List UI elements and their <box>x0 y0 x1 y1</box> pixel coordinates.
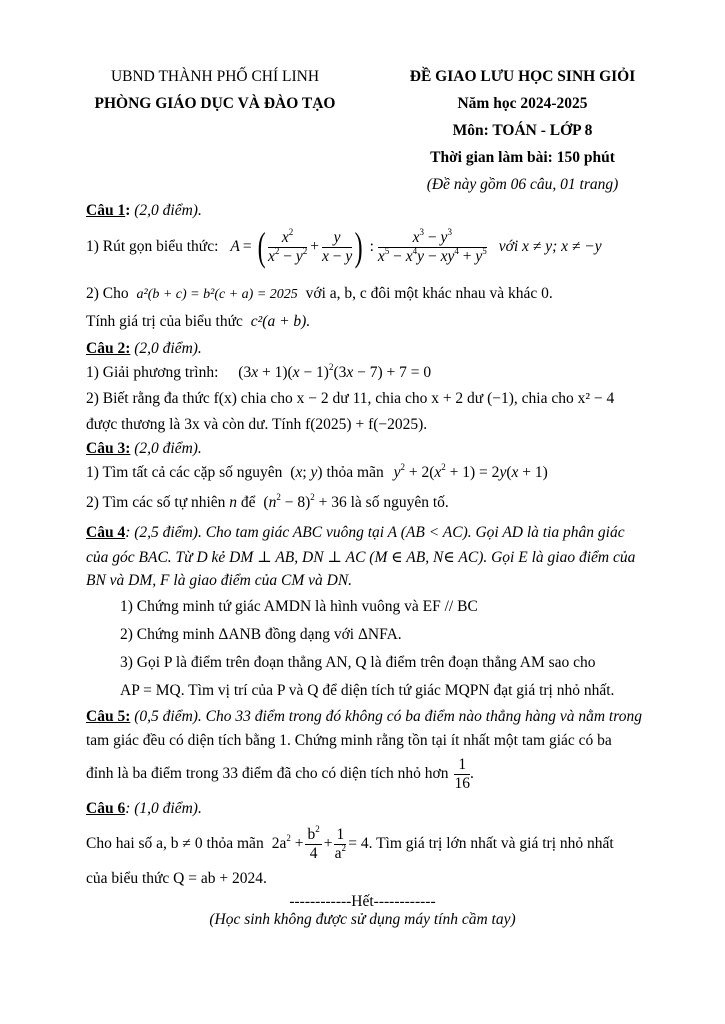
q6-line2: của biểu thức Q = ab + 2024. <box>86 870 267 887</box>
q3-part1-mid: thỏa mãn <box>326 464 384 481</box>
q1-part1-condition: với x ≠ y; x ≠ −y <box>498 238 602 255</box>
q5-line3: đỉnh là ba điểm trong 33 điểm đã cho có diện tích nhỏ hơn $\frac{1}{16}$ . <box>86 755 474 792</box>
q4-intro-line2: của góc BAC. Từ D kẻ DM ⊥ AB, DN ⊥ AC (M ∈ AB, N∈ AC). Gọi E là giao điểm của <box>86 549 636 566</box>
header-page-note: (Đề này gồm 06 câu, 01 trang) <box>426 176 619 193</box>
q3-part2-mid: để <box>240 494 256 511</box>
q1-part1: 1) Rút gọn biểu thức: A = ( $\frac{x^2}{x^2 - y^2}$ + $\frac{y}{x - y}$ ) : $\frac{x^3 - y^3}{x^5 - x^4y - xy^4 + y^5}$ với x ≠ y; x ≠ −y <box>86 224 602 269</box>
q6-line1-lead: Cho hai số a, b ≠ 0 thỏa mãn <box>86 835 264 852</box>
q4-intro-line1 <box>86 524 625 542</box>
q4-sub3-line2: AP = MQ. Tìm vị trí của P và Q để diện tích tứ giác MQPN đạt giá trị nhỏ nhất. <box>120 682 615 699</box>
q1-part2-lead: 2) Cho <box>86 285 129 302</box>
q4-intro-text: : (2,5 điểm). Cho tam giác ABC vuông tại A (AB < AC). Gọi AD là tia phân giác <box>125 524 625 541</box>
q1-title: Câu 1 <box>86 202 126 219</box>
q3-part1: 1) Tìm tất cả các cặp số nguyên (x; y) thỏa mãn $y^2 + 2(x^2 + 1) = 2y(x + 1)$ <box>86 462 548 481</box>
q3-part2: 2) Tìm các số tự nhiên n để $(n^2 - 8)^2 + 36$ là số nguyên tố. <box>86 492 449 511</box>
q1-part3 <box>86 313 310 331</box>
q4-title: Câu 4 <box>86 524 126 541</box>
q2-heading <box>86 340 202 358</box>
q5-fraction <box>454 756 470 793</box>
q1-part2-tail: với a, b, c đôi một khác nhau và khác 0. <box>305 285 553 302</box>
header-subject: Môn: TOÁN - LỚP 8 <box>452 122 593 139</box>
q1-heading: Câu 1: (2,0 điểm). <box>86 202 202 219</box>
header-left-line2: PHÒNG GIÁO DỤC VÀ ĐÀO TẠO <box>94 95 336 112</box>
q6-heading <box>86 800 202 818</box>
q1-part3-expr: c²(a + b). <box>250 313 311 330</box>
q2-part1-lead: 1) Giải phương trình: <box>86 364 219 381</box>
q2-part2-line2: được thương là 3x và còn dư. Tính f(2025) + f(−2025). <box>86 416 428 433</box>
q5-line1-text: (0,5 điểm). Cho 33 điểm trong đó không có ba điểm nào thẳng hàng và nằm trong <box>130 708 642 725</box>
q3-part1-lead: 1) Tìm tất cả các cặp số nguyên <box>86 464 283 481</box>
q3-part2-lead: 2) Tìm các số tự nhiên <box>86 494 226 511</box>
q3-title: Câu 3: <box>86 440 131 457</box>
q1-part1-text: 1) Rút gọn biểu thức: <box>86 238 219 255</box>
q5-line3-text: đỉnh là ba điểm trong 33 điểm đã cho có diện tích nhỏ hơn <box>86 765 449 782</box>
q4-sub3-line1: 3) Gọi P là điểm trên đoạn thẳng AN, Q là điểm trên đoạn thẳng AM sao cho <box>120 654 596 671</box>
q5-frac-den: 16 <box>454 774 470 792</box>
q5-frac-num: 1 <box>454 756 470 775</box>
q4-sub2: 2) Chứng minh ΔANB đồng dạng với ΔNFA. <box>120 626 402 643</box>
q2-part2-line1: 2) Biết rằng đa thức f(x) chia cho x − 2 dư 11, chia cho x + 2 dư (−1), chia cho x² − 4 <box>86 390 615 407</box>
q3-heading <box>86 440 202 458</box>
q1-part2-expr: a²(b + c) = b²(c + a) = 2025 <box>136 287 298 302</box>
q5-line1 <box>86 708 642 726</box>
q3-points: (2,0 điểm). <box>134 440 202 457</box>
q2-points: (2,0 điểm). <box>134 340 202 357</box>
q1-part3-lead: Tính giá trị của biểu thức <box>86 313 243 330</box>
q6-points: : (1,0 điểm). <box>125 800 202 817</box>
q1-part2 <box>86 285 553 303</box>
q5-title: Câu 5: <box>86 708 131 725</box>
q1-points: (2,0 điểm). <box>134 202 202 219</box>
header-left-line1: UBND THÀNH PHỐ CHÍ LINH <box>110 68 320 85</box>
q4-sub1: 1) Chứng minh tứ giác AMDN là hình vuông và EF // BC <box>120 598 478 615</box>
header-school-year: Năm học 2024-2025 <box>457 95 588 112</box>
header-right-title: ĐỀ GIAO LƯU HỌC SINH GIỎI <box>409 68 636 85</box>
q6-title: Câu 6 <box>86 800 126 817</box>
header-duration: Thời gian làm bài: 150 phút <box>430 149 615 166</box>
footer-note: (Học sinh không được sử dụng máy tính cầm tay) <box>209 911 516 928</box>
q4-intro-line3: BN và DM, F là giao điểm của CM và DN. <box>86 572 353 589</box>
q3-part2-tail: là số nguyên tố. <box>350 494 449 511</box>
q2-title: Câu 2: <box>86 340 131 357</box>
end-marker: ------------Hết------------ <box>289 893 436 910</box>
q6-line1: Cho hai số a, b ≠ 0 thỏa mãn $2a^2$ + $\frac{b^2}{4}$ + $\frac{1}{a^2}$ = 4 . Tìm giá trị lớn nhất và giá trị nhỏ nhất <box>86 823 614 862</box>
q6-line1-tail: . Tìm giá trị lớn nhất và giá trị nhỏ nhất <box>368 835 614 852</box>
q2-part1: 1) Giải phương trình: $(3x + 1)(x - 1)^2(3x - 7) + 7 = 0$ <box>86 362 432 381</box>
q5-line2: tam giác đều có diện tích bằng 1. Chứng minh rằng tồn tại ít nhất một tam giác có ba <box>86 732 612 749</box>
